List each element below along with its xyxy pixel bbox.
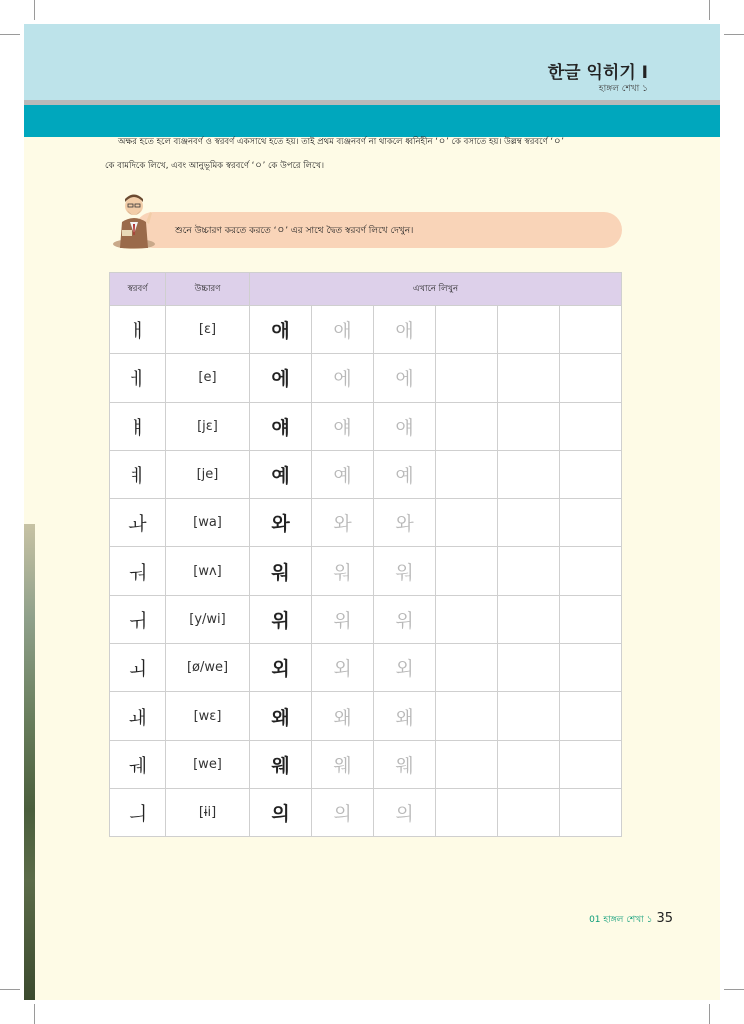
trace-syllable: 왜: [312, 692, 374, 740]
blank-writing-cell[interactable]: [436, 788, 498, 836]
blank-writing-cell[interactable]: [498, 788, 560, 836]
blank-writing-cell[interactable]: [498, 450, 560, 498]
trace-syllable: 예: [312, 450, 374, 498]
trace-syllable: 에: [374, 354, 436, 402]
pronunciation-cell: [je]: [166, 450, 250, 498]
syllable-example: 왜: [250, 692, 312, 740]
blank-writing-cell[interactable]: [560, 595, 622, 643]
table-row: [110, 644, 622, 692]
blank-writing-cell[interactable]: [498, 499, 560, 547]
header-vowel: স্বরবর্ণ: [110, 273, 166, 306]
vowel-cell: ㅢ: [110, 788, 166, 836]
pronunciation-cell: [e]: [166, 354, 250, 402]
blank-writing-cell[interactable]: [498, 306, 560, 354]
trace-syllable: 워: [374, 547, 436, 595]
table-row: [110, 450, 622, 498]
blank-writing-cell[interactable]: [560, 402, 622, 450]
blank-writing-cell[interactable]: [560, 644, 622, 692]
syllable-example: 위: [250, 595, 312, 643]
pronunciation-cell: [jɛ]: [166, 402, 250, 450]
blank-writing-cell[interactable]: [436, 547, 498, 595]
trace-syllable: 와: [312, 499, 374, 547]
syllable-example: 워: [250, 547, 312, 595]
crop-mark: [709, 1004, 710, 1024]
page-footer: [589, 911, 673, 927]
pronunciation-cell: [y/wi]: [166, 595, 250, 643]
vowel-cell: ㅟ: [110, 595, 166, 643]
crop-mark: [34, 1004, 35, 1024]
vowel-cell: ㅙ: [110, 692, 166, 740]
blank-writing-cell[interactable]: [436, 595, 498, 643]
vowel-cell: ㅒ: [110, 402, 166, 450]
blank-writing-cell[interactable]: [436, 354, 498, 402]
syllable-example: 와: [250, 499, 312, 547]
blank-writing-cell[interactable]: [498, 547, 560, 595]
syllable-example: 의: [250, 788, 312, 836]
blank-writing-cell[interactable]: [436, 692, 498, 740]
trace-syllable: 워: [312, 547, 374, 595]
crop-mark: [709, 0, 710, 20]
blank-writing-cell[interactable]: [560, 692, 622, 740]
blank-writing-cell[interactable]: [436, 740, 498, 788]
pronunciation-cell: [we]: [166, 740, 250, 788]
blank-writing-cell[interactable]: [560, 306, 622, 354]
blank-writing-cell[interactable]: [560, 740, 622, 788]
blank-writing-cell[interactable]: [436, 644, 498, 692]
teacher-icon: [112, 188, 156, 250]
vowel-cell: ㅝ: [110, 547, 166, 595]
intro-line-1: অক্ষর হতে হলে ব্যঞ্জনবর্ণ ও স্বরবর্ণ একসাথে হতে হয়। তাই প্রথম ব্যঞ্জনবর্ণ না থাকলে ধ্বনিহীন ‘ㅇ’ কে বসাতে হয়। উল্লম্ব স্বরবর্ণে ‘ㅇ’: [118, 137, 564, 147]
table-row: [110, 740, 622, 788]
syllable-example: 예: [250, 450, 312, 498]
table-row: [110, 499, 622, 547]
syllable-example: 에: [250, 354, 312, 402]
crop-mark: [724, 34, 744, 35]
blank-writing-cell[interactable]: [498, 595, 560, 643]
crop-mark: [0, 989, 20, 990]
trace-syllable: 의: [312, 788, 374, 836]
pronunciation-cell: [wɛ]: [166, 692, 250, 740]
trace-syllable: 에: [312, 354, 374, 402]
syllable-example: 얘: [250, 402, 312, 450]
trace-syllable: 위: [374, 595, 436, 643]
table-row: [110, 547, 622, 595]
trace-syllable: 얘: [374, 402, 436, 450]
syllable-example: 애: [250, 306, 312, 354]
trace-syllable: 외: [312, 644, 374, 692]
pronunciation-cell: [wʌ]: [166, 547, 250, 595]
blank-writing-cell[interactable]: [560, 788, 622, 836]
intro-paragraph: [105, 130, 625, 178]
blank-writing-cell[interactable]: [560, 547, 622, 595]
header-pronunciation: উচ্চারণ: [166, 273, 250, 306]
pronunciation-cell: [ø/we]: [166, 644, 250, 692]
intro-line-2: কে বামদিকে লিখে, এবং আনুভূমিক স্বরবর্ণে ‘ㅇ’ কে উপরে লিখে।: [105, 161, 325, 171]
table-header-row: [110, 273, 622, 306]
crop-mark: [34, 0, 35, 20]
table-row: [110, 692, 622, 740]
table-row: [110, 402, 622, 450]
trace-syllable: 외: [374, 644, 436, 692]
blank-writing-cell[interactable]: [498, 692, 560, 740]
side-photo-strip: [24, 524, 35, 1000]
trace-syllable: 예: [374, 450, 436, 498]
table-row: [110, 354, 622, 402]
page-title: 한글 익히기 I: [547, 63, 648, 83]
vowel-cell: ㅖ: [110, 450, 166, 498]
trace-syllable: 의: [374, 788, 436, 836]
header-write-here: এখানে লিখুন: [250, 273, 622, 306]
pronunciation-cell: [ɛ]: [166, 306, 250, 354]
blank-writing-cell[interactable]: [498, 644, 560, 692]
trace-syllable: 와: [374, 499, 436, 547]
trace-syllable: 얘: [312, 402, 374, 450]
table-row: [110, 306, 622, 354]
trace-syllable: 애: [374, 306, 436, 354]
footer-section: 01 হাঙ্গল শেখা ১: [589, 915, 653, 925]
tip-text: শুনে উচ্চারণ করতে করতে ‘ㅇ’ এর সাথে দ্বৈত স্বরবর্ণ লিখে দেখুন।: [175, 226, 414, 236]
trace-syllable: 웨: [374, 740, 436, 788]
crop-mark: [0, 34, 20, 35]
blank-writing-cell[interactable]: [498, 402, 560, 450]
table-row: [110, 788, 622, 836]
blank-writing-cell[interactable]: [560, 354, 622, 402]
blank-writing-cell[interactable]: [560, 499, 622, 547]
vowel-cell: ㅚ: [110, 644, 166, 692]
blank-writing-cell[interactable]: [498, 354, 560, 402]
trace-syllable: 웨: [312, 740, 374, 788]
page-number: 35: [656, 911, 673, 926]
vowel-cell: ㅞ: [110, 740, 166, 788]
crop-mark: [724, 989, 744, 990]
vowel-cell: ㅔ: [110, 354, 166, 402]
blank-writing-cell[interactable]: [436, 450, 498, 498]
trace-syllable: 애: [312, 306, 374, 354]
blank-writing-cell[interactable]: [436, 402, 498, 450]
pronunciation-cell: [wa]: [166, 499, 250, 547]
blank-writing-cell[interactable]: [560, 450, 622, 498]
table-row: [110, 595, 622, 643]
blank-writing-cell[interactable]: [436, 499, 498, 547]
pronunciation-cell: [ɨi]: [166, 788, 250, 836]
blank-writing-cell[interactable]: [436, 306, 498, 354]
page-subtitle: হাঙ্গল শেখা ১: [598, 84, 648, 94]
writing-practice-table: [109, 272, 622, 837]
syllable-example: 외: [250, 644, 312, 692]
trace-syllable: 위: [312, 595, 374, 643]
vowel-cell: ㅘ: [110, 499, 166, 547]
syllable-example: 웨: [250, 740, 312, 788]
vowel-cell: ㅐ: [110, 306, 166, 354]
trace-syllable: 왜: [374, 692, 436, 740]
blank-writing-cell[interactable]: [498, 740, 560, 788]
